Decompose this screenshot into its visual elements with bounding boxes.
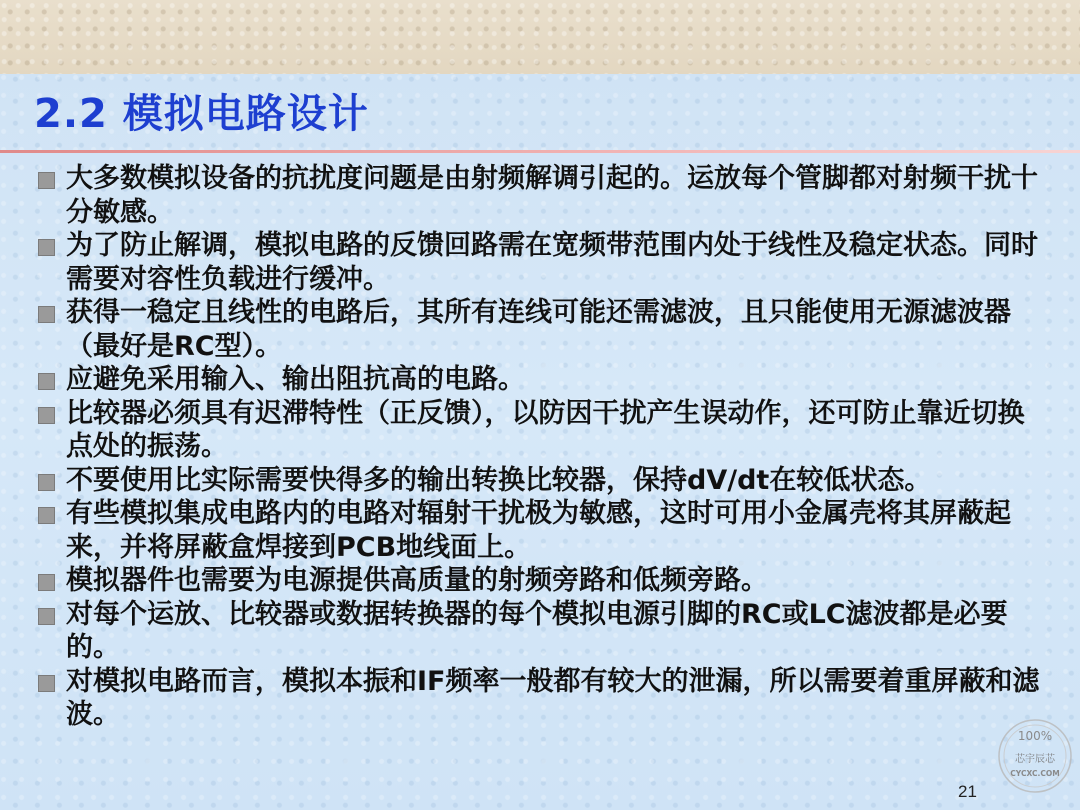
bullet-text: 比较器必须具有迟滞特性（正反馈），以防因干扰产生误动作，还可防止靠近切换点处的振荡。 bbox=[66, 397, 1025, 462]
title-divider bbox=[0, 150, 1080, 153]
bullet-list bbox=[36, 162, 1050, 732]
bullet-item bbox=[36, 296, 1050, 363]
square-bullet-icon bbox=[38, 675, 55, 692]
bullet-item bbox=[36, 564, 1050, 598]
bullet-item bbox=[36, 497, 1050, 564]
bullet-text: 应避免采用输入、输出阻抗高的电路。 bbox=[66, 364, 525, 395]
bullet-item bbox=[36, 464, 1050, 498]
page-number: 21 bbox=[958, 782, 977, 801]
square-bullet-icon bbox=[38, 172, 55, 189]
square-bullet-icon bbox=[38, 239, 55, 256]
bullet-item bbox=[36, 598, 1050, 665]
slide-title: 2.2 模拟电路设计 bbox=[34, 91, 369, 137]
bullet-text: 获得一稳定且线性的电路后，其所有连线可能还需滤波，且只能使用无源滤波器（最好是RC型）。 bbox=[66, 297, 1011, 362]
watermark-top-text: 100% bbox=[1017, 729, 1053, 743]
bullet-text: 不要使用比实际需要快得多的输出转换比较器，保持dV/dt在较低状态。 bbox=[66, 464, 932, 496]
square-bullet-icon bbox=[38, 373, 55, 390]
bullet-text: 对模拟电路而言，模拟本振和IF频率一般都有较大的泄漏，所以需要着重屏蔽和滤波。 bbox=[66, 665, 1040, 730]
bullet-text: 有些模拟集成电路内的电路对辐射干扰极为敏感，这时可用小金属壳将其屏蔽起来，并将屏蔽盒焊接到PCB地线面上。 bbox=[66, 498, 1011, 563]
square-bullet-icon bbox=[38, 474, 55, 491]
square-bullet-icon bbox=[38, 407, 55, 424]
square-bullet-icon bbox=[38, 574, 55, 591]
bullet-item bbox=[36, 229, 1050, 296]
bullet-text: 为了防止解调，模拟电路的反馈回路需在宽频带范围内处于线性及稳定状态。同时需要对容性负载进行缓冲。 bbox=[66, 230, 1038, 295]
square-bullet-icon bbox=[38, 306, 55, 323]
bullet-text: 模拟器件也需要为电源提供高质量的射频旁路和低频旁路。 bbox=[66, 565, 768, 596]
square-bullet-icon bbox=[38, 608, 55, 625]
square-bullet-icon bbox=[38, 507, 55, 524]
watermark-logo bbox=[996, 710, 1074, 802]
watermark-middle-text: 芯宇辰芯 bbox=[1015, 754, 1055, 765]
bullet-text: 对每个运放、比较器或数据转换器的每个模拟电源引脚的RC或LC滤波都是必要的。 bbox=[66, 598, 1008, 663]
watermark-bottom-text: CYCXC.COM bbox=[1010, 769, 1060, 778]
bullet-item bbox=[36, 397, 1050, 464]
bullet-item bbox=[36, 363, 1050, 397]
bullet-text: 大多数模拟设备的抗扰度问题是由射频解调引起的。运放每个管脚都对射频干扰十分敏感。 bbox=[66, 163, 1038, 228]
bullet-item bbox=[36, 162, 1050, 229]
top-texture-band bbox=[0, 0, 1080, 74]
bullet-item bbox=[36, 665, 1050, 732]
